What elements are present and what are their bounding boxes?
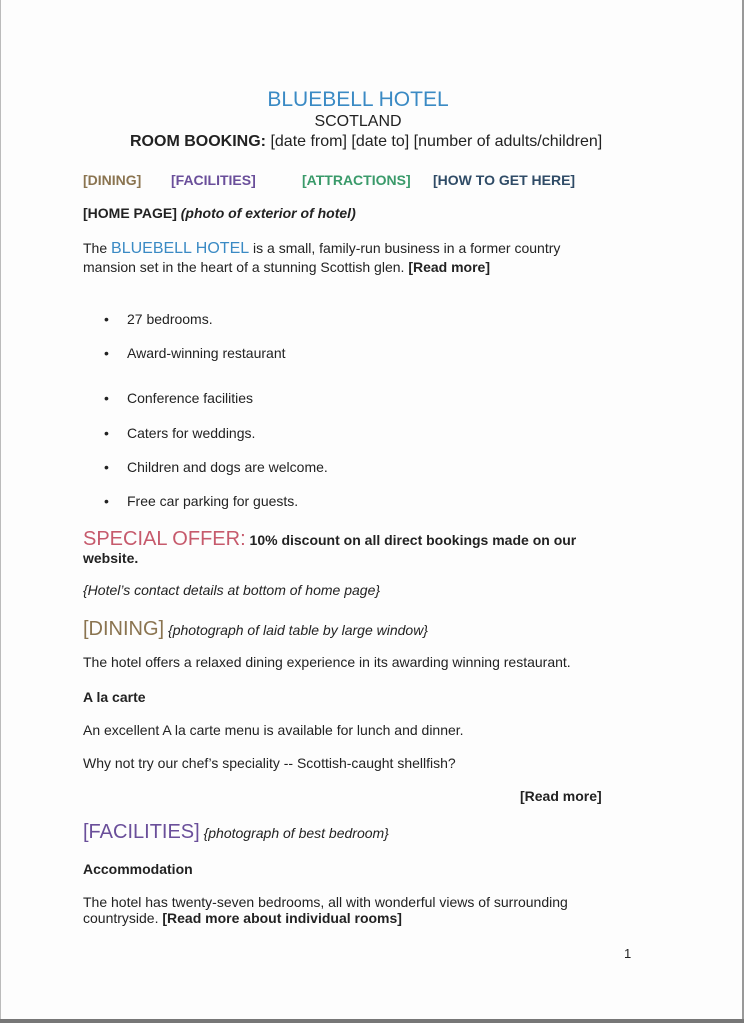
intro-pre: The — [83, 240, 108, 256]
hotel-title: BLUEBELL HOTEL — [267, 88, 449, 111]
list-item: Caters for weddings. — [127, 425, 256, 441]
scan-edge-left — [0, 0, 1, 1023]
accommodation-line2-text: countryside. — [83, 910, 159, 926]
list-item: Award-winning restaurant — [127, 345, 286, 361]
intro-post: is a small, family-run business in a former country — [253, 240, 561, 256]
a-la-carte-line-1: An excellent A la carte menu is available for lunch and dinner. — [83, 722, 464, 738]
list-item: Conference facilities — [127, 390, 254, 406]
special-offer-text-2: website. — [83, 550, 139, 566]
facilities-photo-note: {photograph of best bedroom} — [203, 825, 389, 841]
room-booking-label: ROOM BOOKING: — [130, 133, 266, 150]
accommodation-heading: Accommodation — [83, 861, 193, 877]
intro-line-2 — [83, 259, 490, 276]
special-offer — [83, 527, 576, 552]
accommodation-line-1: The hotel has twenty-seven bedrooms, all with wonderful views of surrounding — [83, 894, 568, 910]
facilities-heading — [83, 820, 389, 845]
special-offer-label: SPECIAL OFFER: — [83, 528, 246, 550]
a-la-carte-line-2: Why not try our chef’s speciality -- Scottish-caught shellfish? — [83, 755, 456, 771]
dining-heading — [83, 617, 428, 642]
a-la-carte-heading: A la carte — [83, 689, 146, 705]
home-photo-note: (photo of exterior of hotel) — [180, 205, 356, 221]
nav-attractions[interactable]: [ATTRACTIONS] — [302, 172, 411, 188]
facilities-heading-label: [FACILITIES] — [83, 821, 200, 843]
nav-dining[interactable]: [DINING] — [83, 172, 142, 188]
rooms-read-more-link[interactable]: [Read more about individual rooms] — [162, 910, 402, 926]
room-booking — [130, 132, 602, 152]
nav-how-to-get-here[interactable]: [HOW TO GET HERE] — [433, 172, 576, 188]
bullet-icon: • — [104, 493, 109, 509]
dining-photo-note: {photograph of laid table by large window} — [168, 622, 428, 638]
bullet-icon: • — [104, 390, 109, 406]
dining-paragraph: The hotel offers a relaxed dining experience in its awarding winning restaurant. — [83, 654, 571, 670]
contact-note: {Hotel’s contact details at bottom of home page} — [83, 582, 381, 598]
special-offer-text: 10% discount on all direct bookings made on our — [249, 532, 577, 548]
bullet-icon: • — [104, 459, 109, 475]
home-page-heading — [83, 205, 356, 222]
intro-line2-text: mansion set in the heart of a stunning Scottish glen. — [83, 259, 405, 275]
hotel-subtitle: SCOTLAND — [314, 113, 402, 130]
bullet-icon: • — [104, 311, 109, 327]
page-number: 1 — [624, 946, 632, 961]
scan-edge-bottom — [0, 1019, 744, 1023]
list-item: 27 bedrooms. — [127, 311, 213, 327]
list-item: Children and dogs are welcome. — [127, 459, 328, 475]
bullet-icon: • — [104, 425, 109, 441]
bullet-icon: • — [104, 345, 109, 361]
dining-read-more-link[interactable]: [Read more] — [520, 788, 602, 804]
list-item: Free car parking for guests. — [127, 493, 299, 509]
home-page-label[interactable]: [HOME PAGE] — [83, 205, 177, 221]
dining-heading-label: [DINING] — [83, 618, 165, 640]
nav-facilities[interactable]: [FACILITIES] — [171, 172, 256, 188]
intro-read-more-link[interactable]: [Read more] — [408, 259, 490, 275]
accommodation-line-2 — [83, 910, 402, 927]
intro-hotel-name: BLUEBELL HOTEL — [111, 240, 250, 257]
room-booking-fields[interactable]: [date from] [date to] [number of adults/children] — [270, 133, 603, 150]
intro-line-1 — [83, 240, 560, 257]
